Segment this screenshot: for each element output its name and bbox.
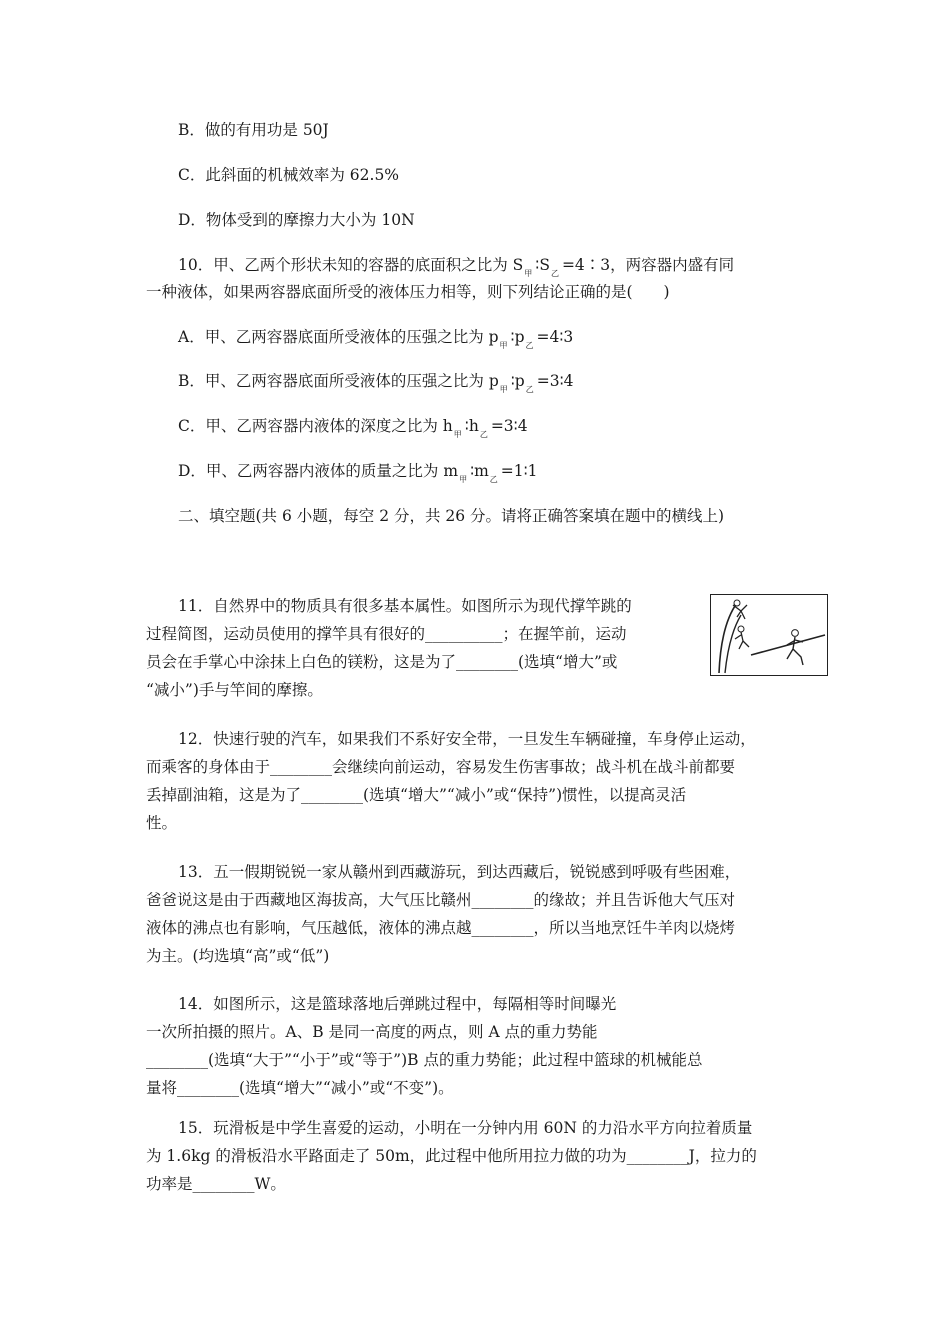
q14-line4: 量将________(选填“增大”“减小”或“不变”)。 [146,1079,454,1097]
q10-option-a: A．甲、乙两容器底面所受液体的压强之比为 $p_甲$ $∶p_乙$ =4∶3 [178,328,574,350]
q10-option-c: C．甲、乙两容器内液体的深度之比为 $h_甲$ $∶h_乙$ =3∶4 [178,417,528,439]
pole-vault-figure [710,594,828,676]
q12-line1: 12．快速行驶的汽车，如果我们不系好安全带，一旦发生车辆碰撞，车身停止运动， [178,730,756,748]
q10-option-b: B．甲、乙两容器底面所受液体的压强之比为 $p_甲$ $∶p_乙$ =3∶4 [178,372,574,394]
q12-line3: 丢掉副油箱，这是为了________(选填“增大”“减小”或“保持”)惯性，以提高灵活 [146,786,687,804]
q9-option-c: C．此斜面的机械效率为 62.5% [178,166,400,184]
q11-line1: 11．自然界中的物质具有很多基本属性。如图所示为现代撑竿跳的 [178,597,632,615]
q15-line2: 为 1.6kg 的滑板沿水平路面走了 50m，此过程中他所用拉力做的功为________J，拉力的 [146,1147,757,1165]
q13-line3: 液体的沸点也有影响，气压越低，液体的沸点越________，所以当地烹饪牛羊肉以烧烤 [146,919,736,937]
q10-stem-line2: 一种液体，如果两容器底面所受的液体压力相等，则下列结论正确的是( ) [146,283,670,301]
q15-line1: 15．玩滑板是中学生喜爱的运动，小明在一分钟内用 60N 的力沿水平方向拉着质量 [178,1119,753,1137]
q9-option-d: D．物体受到的摩擦力大小为 10N [178,211,415,229]
q13-line1: 13．五一假期锐锐一家从赣州到西藏游玩，到达西藏后，锐锐感到呼吸有些困难， [178,863,741,881]
q14-line2: 一次所拍摄的照片。A、B 是同一高度的两点，则 A 点的重力势能 [146,1023,598,1041]
q10-option-d: D．甲、乙两容器内液体的质量之比为 $m_甲$ $∶m_乙$ =1∶1 [178,462,538,484]
q12-line4: 性。 [146,814,178,832]
q14-line1: 14．如图所示，这是篮球落地后弹跳过程中，每隔相等时间曝光 [178,995,617,1013]
q14-line3: ________(选填“大于”“小于”或“等于”)B 点的重力势能；此过程中篮球的机械能总 [146,1051,703,1069]
q13-line4: 为主。(均选填“高”或“低”) [146,947,330,965]
pole-vault-illustration [711,595,827,675]
q10-stem-line1: 10．甲、乙两个形状未知的容器的底面积之比为 $S_甲$ $∶S_乙$ =4∶3，两容器内盛有同 [178,256,735,278]
q11-line2: 过程简图，运动员使用的撑竿具有很好的__________；在握竿前，运动 [146,625,627,643]
q12-line2: 而乘客的身体由于________会继续向前运动，容易发生伤害事故；战斗机在战斗前都要 [146,758,736,776]
q11-line3: 员会在手掌心中涂抹上白色的镁粉，这是为了________(选填“增大”或 [146,653,618,671]
q11-line4: “减小”)手与竿间的摩擦。 [146,681,323,699]
q13-line2: 爸爸说这是由于西藏地区海拔高，大气压比赣州________的缘故；并且告诉他大气压对 [146,891,736,909]
q15-line3: 功率是________W。 [146,1175,286,1193]
q9-option-b: B．做的有用功是 50J [178,121,329,139]
section2-title: 二、填空题(共 6 小题，每空 2 分，共 26 分。请将正确答案填在题中的横线上) [178,507,725,525]
